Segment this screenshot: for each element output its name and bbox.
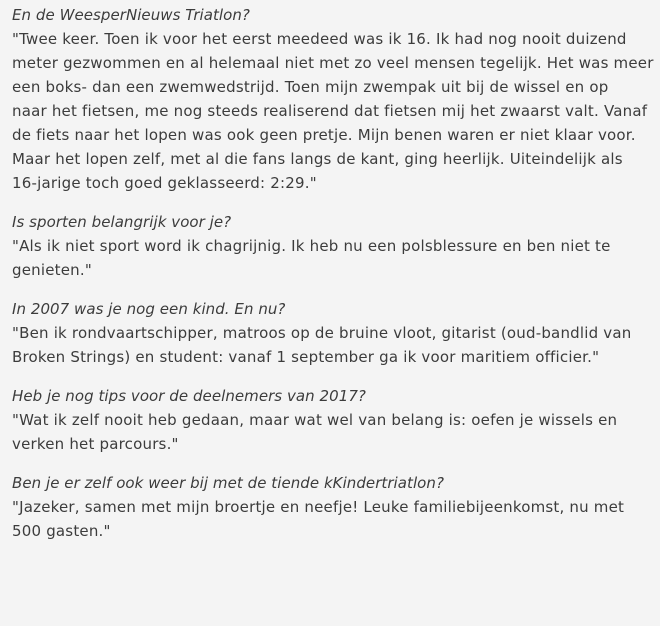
qa-block-kindertriatlon [12,471,660,543]
answer-line: Maar het lopen zelf, met al die fans langs de kant, ging heerlijk. Uiteindelijk als [12,150,623,168]
answer [12,27,660,195]
answer [12,234,660,282]
answer-line: naar het fietsen, me nog steeds realiserend dat fietsen mij het zwaarst valt. Vanaf [12,102,648,120]
question: In 2007 was je nog een kind. En nu? [12,300,286,318]
answer-line: "Twee keer. Toen ik voor het eerst meedeed was ik 16. Ik had nog nooit duizend [12,30,627,48]
answer-line: genieten." [12,261,92,279]
answer-line: Broken Strings) en student: vanaf 1 september ga ik voor maritiem officier." [12,348,600,366]
answer-line: meter gezwommen en al helemaal niet met zo veel mensen tegelijk. Het was meer [12,54,654,72]
answer [12,495,660,543]
answer-line: "Wat ik zelf nooit heb gedaan, maar wat wel van belang is: oefen je wissels en [12,411,618,429]
answer-line: "Jazeker, samen met mijn broertje en neefje! Leuke familiebijeenkomst, nu met [12,498,625,516]
answer [12,321,660,369]
answer-line: verken het parcours." [12,435,179,453]
answer-line: een boks- dan een zwemwedstrijd. Toen mijn zwempak uit bij de wissel en op [12,78,609,96]
qa-block-triatlon [12,3,660,195]
answer-line: 500 gasten." [12,522,111,540]
answer-line: 16-jarige toch goed geklasseerd: 2:29." [12,174,317,192]
answer-line: "Ben ik rondvaartschipper, matroos op de bruine vloot, gitarist (oud-bandlid van [12,324,632,342]
question: En de WeesperNieuws Triatlon? [12,6,250,24]
question: Is sporten belangrijk voor je? [12,213,232,231]
qa-block-tips [12,384,660,456]
answer [12,408,660,456]
answer-line: de fiets naar het lopen was ook geen pretje. Mijn benen waren er niet klaar voor. [12,126,636,144]
answer-line: "Als ik niet sport word ik chagrijnig. Ik heb nu een polsblessure en ben niet te [12,237,611,255]
qa-block-2007 [12,297,660,369]
question: Heb je nog tips voor de deelnemers van 2017? [12,387,366,405]
question: Ben je er zelf ook weer bij met de tiende kKindertriatlon? [12,474,444,492]
qa-block-sporten [12,210,660,282]
